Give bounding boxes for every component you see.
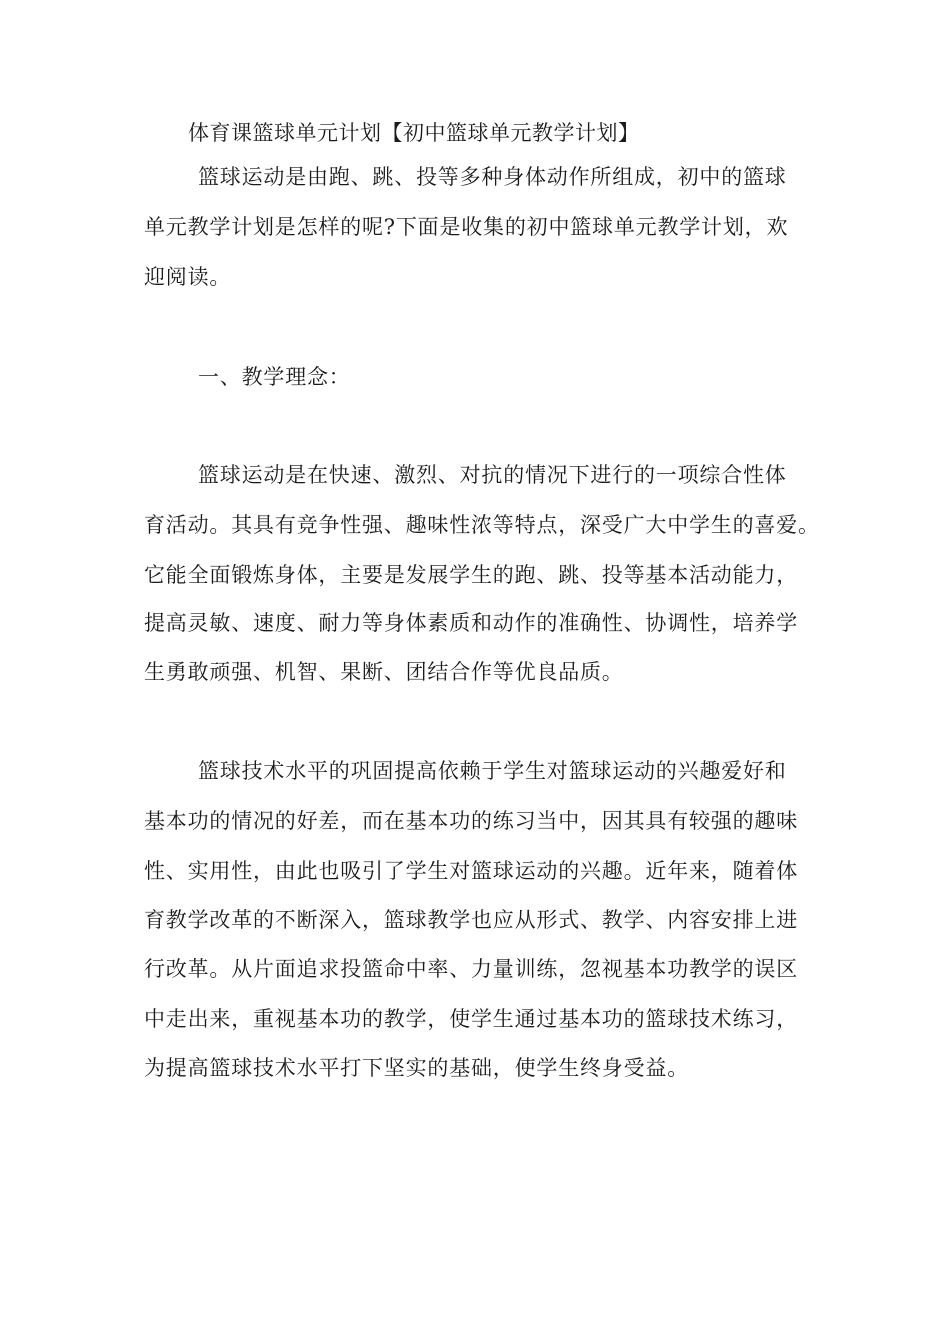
paragraph2-line-2: 基本功的情况的好差，而在基本功的练习当中，因其具有较强的趣味 xyxy=(144,809,798,833)
paragraph2-line-5: 行改革。从片面追求投篮命中率、力量训练，忽视基本功教学的误区 xyxy=(144,957,798,981)
paragraph1-line-2: 育活动。其具有竞争性强、趣味性浓等特点，深受广大中学生的喜爱。 xyxy=(144,513,820,537)
paragraph1-line-1: 篮球运动是在快速、激烈、对抗的情况下进行的一项综合性体 xyxy=(198,463,787,487)
document-title: 体育课篮球单元计划【初中篮球单元教学计划】 xyxy=(188,121,640,145)
section-heading: 一、教学理念： xyxy=(198,365,351,389)
paragraph1-line-3: 它能全面锻炼身体，主要是发展学生的跑、跳、投等基本活动能力， xyxy=(144,563,798,587)
intro-line-2: 单元教学计划是怎样的呢?下面是收集的初中篮球单元教学计划，欢 xyxy=(144,215,789,239)
paragraph1-line-5: 生勇敢顽强、机智、果断、团结合作等优良品质。 xyxy=(144,660,624,684)
paragraph2-line-7: 为提高篮球技术水平打下坚实的基础，使学生终身受益。 xyxy=(144,1056,689,1080)
paragraph2-line-4: 育教学改革的不断深入，篮球教学也应从形式、教学、内容安排上进 xyxy=(144,908,798,932)
intro-line-3: 迎阅读。 xyxy=(144,265,232,289)
paragraph2-line-3: 性、实用性，由此也吸引了学生对篮球运动的兴趣。近年来，随着体 xyxy=(144,859,798,883)
paragraph2-line-6: 中走出来，重视基本功的教学，使学生通过基本功的篮球技术练习， xyxy=(144,1007,798,1031)
intro-line-1: 篮球运动是由跑、跳、投等多种身体动作所组成，初中的篮球 xyxy=(198,165,787,189)
paragraph1-line-4: 提高灵敏、速度、耐力等身体素质和动作的准确性、协调性，培养学 xyxy=(144,611,798,635)
paragraph2-line-1: 篮球技术水平的巩固提高依赖于学生对篮球运动的兴趣爱好和 xyxy=(198,759,787,783)
